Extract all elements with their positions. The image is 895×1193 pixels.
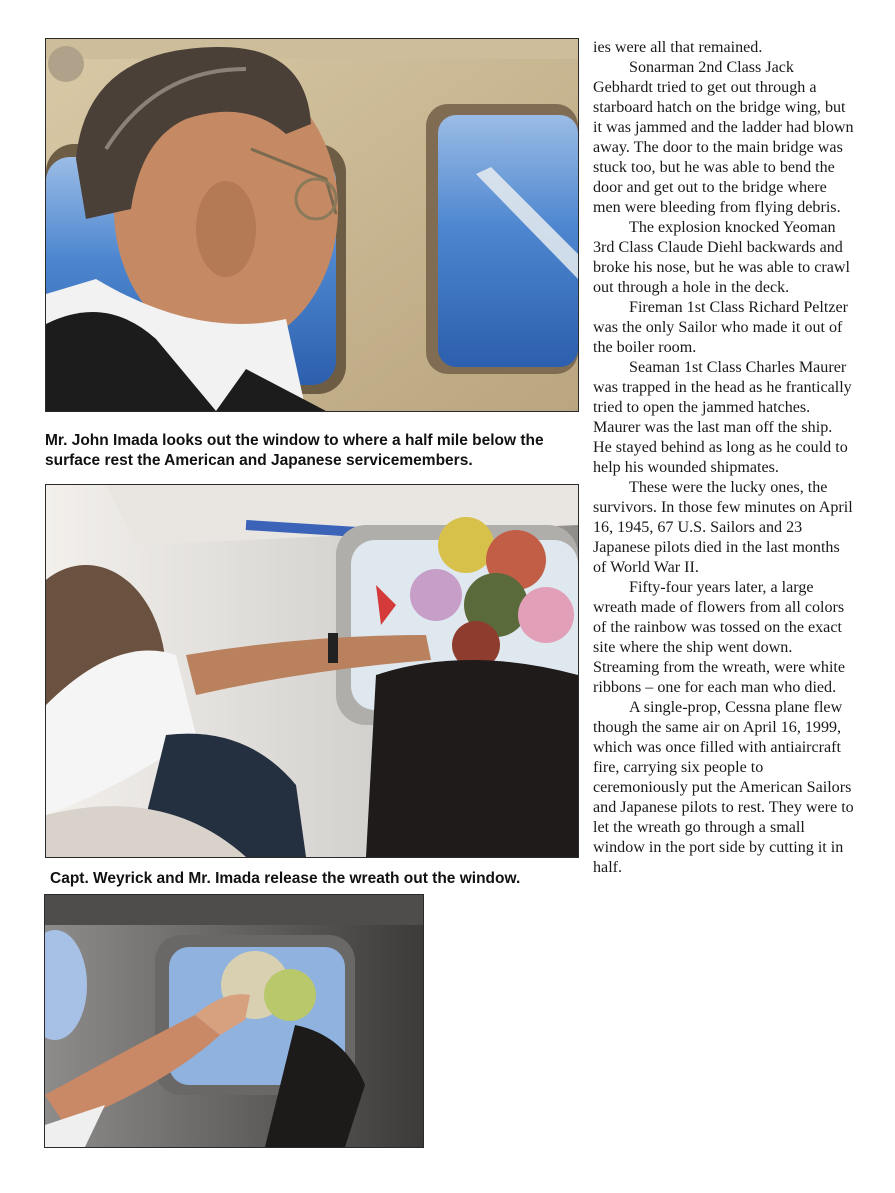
article-paragraph: Seaman 1st Class Charles Maurer was trapped in the head as he frantically tried to open the jammed hatches. Maurer was the last man off the ship. He stayed behind as long as he could to help his wounded shipmates. xyxy=(593,359,852,476)
article-paragraph: Sonarman 2nd Class Jack Gebhardt tried to get out through a starboard hatch on the bridge wing, but it was jammed and the ladder had blown away. The door to the main bridge was stuck too, but he was able to bend the door and get out to the bridge where men were bleeding from flying debris. xyxy=(593,59,854,216)
article-text-column xyxy=(593,38,855,878)
photo-imada-at-window xyxy=(45,38,579,412)
photo1-caption: Mr. John Imada looks out the window to where a half mile below the surface rest the American and Japanese servicemembers. xyxy=(45,432,544,469)
article-paragraph: Fifty-four years later, a large wreath made of flowers from all colors of the rainbow was tossed on the exact site where the ship went down. Streaming from the wreath, were white ribbons – one for each man who died. xyxy=(593,579,846,696)
article-paragraph: ies were all that remained. xyxy=(593,39,763,56)
photo-wreath-through-window xyxy=(44,894,424,1148)
photo-wreath-release xyxy=(45,484,579,858)
photo2-caption: Capt. Weyrick and Mr. Imada release the wreath out the window. xyxy=(50,870,521,887)
article-paragraph: Fireman 1st Class Richard Peltzer was the only Sailor who made it out of the boiler room. xyxy=(593,299,849,356)
article-paragraph: The explosion knocked Yeoman 3rd Class Claude Diehl backwards and broke his nose, but he was able to crawl out through a hole in the deck. xyxy=(593,219,850,296)
article-paragraph: These were the lucky ones, the survivors. In those few minutes on April 16, 1945, 67 U.S. Sailors and 23 Japanese pilots died in the last months of World War II. xyxy=(593,479,853,576)
article-paragraph: A single-prop, Cessna plane flew though the same air on April 16, 1999, which was once filled with antiaircraft fire, carrying six people to ceremoniously put the American Sailors and Japanese pilots to rest. They were to let the wreath go through a small window in the port side by cutting it in half. xyxy=(593,699,854,876)
